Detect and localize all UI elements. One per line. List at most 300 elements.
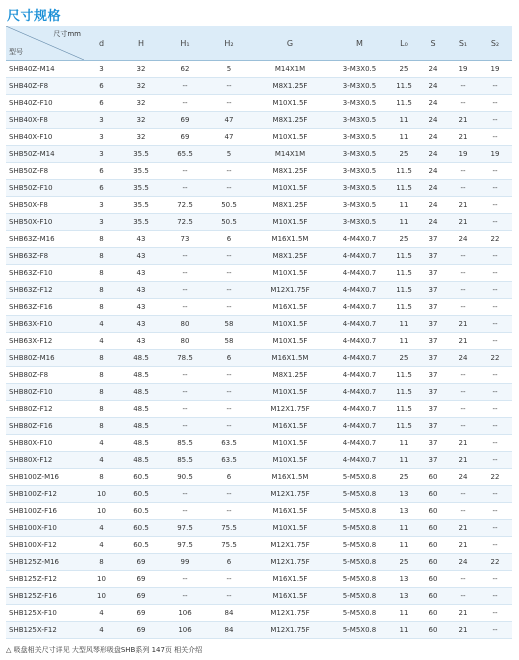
table-row [6,282,512,299]
value-cell: M12X1.75F [251,401,329,418]
value-cell: M12X1.75F [251,622,329,639]
value-cell: M12X1.75F [251,605,329,622]
value-cell: 11.5 [390,78,418,95]
value-cell: 5 [207,146,251,163]
value-cell: 11.5 [390,418,418,435]
value-cell: 3 [84,214,119,231]
model-cell: SHB63Z-F12 [6,282,84,299]
value-cell: 13 [390,571,418,588]
value-cell: 106 [163,605,207,622]
value-cell: -- [478,401,512,418]
value-cell: -- [478,333,512,350]
value-cell: 60 [418,469,448,486]
value-cell: -- [207,418,251,435]
value-cell: M16X1.5F [251,571,329,588]
value-cell: -- [448,78,478,95]
value-cell: 43 [119,333,163,350]
model-cell: SHB40Z-F10 [6,95,84,112]
value-cell: 4 [84,537,119,554]
value-cell: 48.5 [119,435,163,452]
value-cell: 60.5 [119,503,163,520]
value-cell: M8X1.25F [251,197,329,214]
value-cell: 37 [418,333,448,350]
value-cell: M16X1.5F [251,503,329,520]
value-cell: 5-M5X0.8 [329,469,390,486]
value-cell: 60.5 [119,537,163,554]
value-cell: -- [207,265,251,282]
value-cell: 24 [418,197,448,214]
value-cell: 5-M5X0.8 [329,588,390,605]
value-cell: 32 [119,61,163,78]
value-cell: 11.5 [390,180,418,197]
table-row [6,299,512,316]
table-row [6,231,512,248]
value-cell: 13 [390,503,418,520]
value-cell: M14X1M [251,61,329,78]
table-row [6,112,512,129]
value-cell: 8 [84,554,119,571]
value-cell: 25 [390,146,418,163]
table-row [6,61,512,78]
value-cell: 3-M3X0.5 [329,197,390,214]
value-cell: 11.5 [390,299,418,316]
table-row [6,350,512,367]
value-cell: 4 [84,435,119,452]
value-cell: 3-M3X0.5 [329,95,390,112]
value-cell: 6 [207,231,251,248]
table-row [6,605,512,622]
value-cell: -- [448,571,478,588]
value-cell: -- [163,299,207,316]
value-cell: -- [448,401,478,418]
value-cell: 48.5 [119,367,163,384]
value-cell: 24 [418,163,448,180]
table-row [6,180,512,197]
value-cell: 5-M5X0.8 [329,520,390,537]
value-cell: -- [163,486,207,503]
value-cell: 5-M5X0.8 [329,503,390,520]
value-cell: 60 [418,503,448,520]
value-cell: -- [448,248,478,265]
table-row [6,401,512,418]
value-cell: 63.5 [207,452,251,469]
value-cell: 50.5 [207,197,251,214]
value-cell: 48.5 [119,401,163,418]
value-cell: 19 [448,146,478,163]
value-cell: 60 [418,588,448,605]
table-row [6,384,512,401]
model-cell: SHB125Z-F12 [6,571,84,588]
value-cell: 21 [448,435,478,452]
value-cell: -- [478,197,512,214]
model-cell: SHB40X-F8 [6,112,84,129]
value-cell: -- [448,418,478,435]
value-cell: 25 [390,350,418,367]
value-cell: -- [448,486,478,503]
value-cell: 4 [84,622,119,639]
value-cell: 24 [448,350,478,367]
value-cell: 11 [390,129,418,146]
value-cell: M10X1.5F [251,265,329,282]
value-cell: 4-M4X0.7 [329,350,390,367]
model-cell: SHB63Z-F16 [6,299,84,316]
value-cell: 3-M3X0.5 [329,180,390,197]
value-cell: 8 [84,350,119,367]
value-cell: 99 [163,554,207,571]
value-cell: 21 [448,112,478,129]
table-row [6,571,512,588]
value-cell: 32 [119,95,163,112]
table-row [6,248,512,265]
value-cell: 60.5 [119,486,163,503]
value-cell: 25 [390,231,418,248]
value-cell: -- [448,503,478,520]
value-cell: 48.5 [119,384,163,401]
model-cell: SHB125Z-F16 [6,588,84,605]
value-cell: 97.5 [163,520,207,537]
value-cell: -- [207,78,251,95]
value-cell: 43 [119,282,163,299]
value-cell: 24 [418,146,448,163]
value-cell: 3 [84,146,119,163]
value-cell: M10X1.5F [251,384,329,401]
value-cell: -- [478,163,512,180]
value-cell: 11 [390,520,418,537]
value-cell: -- [207,588,251,605]
value-cell: 3 [84,61,119,78]
model-cell: SHB50Z-F10 [6,180,84,197]
value-cell: -- [207,95,251,112]
table-row [6,537,512,554]
value-cell: M8X1.25F [251,163,329,180]
value-cell: 11.5 [390,265,418,282]
value-cell: -- [448,299,478,316]
value-cell: 85.5 [163,435,207,452]
header-cell: S₁ [448,26,478,61]
model-cell: SHB50Z-F8 [6,163,84,180]
value-cell: -- [163,588,207,605]
value-cell: 4-M4X0.7 [329,452,390,469]
value-cell: 3 [84,112,119,129]
value-cell: -- [163,180,207,197]
value-cell: -- [448,163,478,180]
value-cell: 5-M5X0.8 [329,537,390,554]
value-cell: -- [207,282,251,299]
value-cell: 84 [207,605,251,622]
footnote: △ 吸盘相关尺寸详见 大型风琴形吸盘SHB系列 147页 相关介绍 [6,646,203,654]
value-cell: 8 [84,384,119,401]
value-cell: 21 [448,520,478,537]
value-cell: -- [163,95,207,112]
value-cell: 69 [119,605,163,622]
model-cell: SHB100X-F12 [6,537,84,554]
value-cell: 21 [448,622,478,639]
model-cell: SHB80Z-F8 [6,367,84,384]
value-cell: M16X1.5M [251,350,329,367]
value-cell: 8 [84,248,119,265]
value-cell: -- [478,622,512,639]
value-cell: 22 [478,350,512,367]
value-cell: 3-M3X0.5 [329,112,390,129]
value-cell: 35.5 [119,214,163,231]
value-cell: 3 [84,129,119,146]
corner-cell [6,26,84,61]
value-cell: 24 [448,469,478,486]
value-cell: -- [163,265,207,282]
value-cell: -- [478,486,512,503]
header-cell: H [119,26,163,61]
value-cell: -- [207,180,251,197]
model-cell: SHB50Z-M14 [6,146,84,163]
value-cell: -- [478,452,512,469]
value-cell: 24 [418,180,448,197]
value-cell: -- [448,180,478,197]
model-cell: SHB100Z-F12 [6,486,84,503]
value-cell: 11 [390,622,418,639]
value-cell: 11 [390,112,418,129]
value-cell: -- [163,401,207,418]
value-cell: 47 [207,112,251,129]
model-cell: SHB80Z-F10 [6,384,84,401]
value-cell: 8 [84,265,119,282]
header-cell: M [329,26,390,61]
value-cell: 24 [418,112,448,129]
value-cell: 22 [478,469,512,486]
value-cell: 13 [390,486,418,503]
header-cell: G [251,26,329,61]
value-cell: 21 [448,214,478,231]
model-cell: SHB80Z-F12 [6,401,84,418]
value-cell: -- [478,537,512,554]
table-row [6,214,512,231]
header-cell: H₁ [163,26,207,61]
value-cell: 10 [84,486,119,503]
value-cell: M10X1.5F [251,333,329,350]
value-cell: 5-M5X0.8 [329,605,390,622]
value-cell: 37 [418,418,448,435]
table-row [6,418,512,435]
header-cell: S₂ [478,26,512,61]
value-cell: -- [478,571,512,588]
value-cell: 37 [418,435,448,452]
value-cell: 60.5 [119,469,163,486]
table-row [6,78,512,95]
value-cell: -- [207,248,251,265]
value-cell: 4-M4X0.7 [329,282,390,299]
value-cell: 11.5 [390,282,418,299]
value-cell: M8X1.25F [251,78,329,95]
value-cell: 24 [448,554,478,571]
table-row [6,197,512,214]
value-cell: -- [207,486,251,503]
model-cell: SHB125X-F10 [6,605,84,622]
value-cell: -- [207,401,251,418]
value-cell: 4 [84,605,119,622]
header-cell: d [84,26,119,61]
value-cell: 35.5 [119,180,163,197]
table-row [6,333,512,350]
table-row [6,520,512,537]
value-cell: 24 [418,95,448,112]
value-cell: -- [478,95,512,112]
value-cell: 4 [84,520,119,537]
value-cell: 4-M4X0.7 [329,316,390,333]
value-cell: 11 [390,197,418,214]
value-cell: 60.5 [119,520,163,537]
value-cell: 72.5 [163,214,207,231]
value-cell: 37 [418,299,448,316]
value-cell: -- [478,520,512,537]
value-cell: 4 [84,316,119,333]
value-cell: 10 [84,571,119,588]
value-cell: 48.5 [119,350,163,367]
model-label: 型号 [9,48,23,56]
value-cell: 60 [418,554,448,571]
value-cell: 11.5 [390,95,418,112]
value-cell: 3-M3X0.5 [329,61,390,78]
value-cell: 13 [390,588,418,605]
value-cell: 75.5 [207,520,251,537]
value-cell: -- [207,571,251,588]
value-cell: 24 [448,231,478,248]
value-cell: 22 [478,231,512,248]
table-row [6,622,512,639]
value-cell: 24 [418,129,448,146]
value-cell: 48.5 [119,418,163,435]
value-cell: M10X1.5F [251,316,329,333]
table-row [6,95,512,112]
value-cell: 62 [163,61,207,78]
value-cell: 21 [448,452,478,469]
value-cell: M8X1.25F [251,367,329,384]
value-cell: 25 [390,554,418,571]
table-row [6,486,512,503]
value-cell: M10X1.5F [251,452,329,469]
table-row [6,469,512,486]
value-cell: 11 [390,605,418,622]
model-cell: SHB63Z-F10 [6,265,84,282]
value-cell: 11 [390,333,418,350]
value-cell: M8X1.25F [251,248,329,265]
model-cell: SHB80Z-F16 [6,418,84,435]
value-cell: 69 [119,571,163,588]
value-cell: 60 [418,537,448,554]
table-row [6,129,512,146]
model-cell: SHB125Z-M16 [6,554,84,571]
model-cell: SHB125X-F12 [6,622,84,639]
value-cell: -- [163,503,207,520]
value-cell: 32 [119,78,163,95]
table-row [6,554,512,571]
value-cell: M12X1.75F [251,282,329,299]
value-cell: 8 [84,231,119,248]
value-cell: 11.5 [390,384,418,401]
value-cell: 84 [207,622,251,639]
value-cell: 3-M3X0.5 [329,78,390,95]
value-cell: M12X1.75F [251,554,329,571]
value-cell: 58 [207,316,251,333]
value-cell: 3-M3X0.5 [329,146,390,163]
value-cell: -- [478,282,512,299]
table-row [6,316,512,333]
value-cell: -- [448,367,478,384]
value-cell: 47 [207,129,251,146]
value-cell: 6 [84,163,119,180]
value-cell: 4-M4X0.7 [329,248,390,265]
value-cell: 4-M4X0.7 [329,418,390,435]
model-cell: SHB63X-F12 [6,333,84,350]
value-cell: -- [163,384,207,401]
value-cell: 37 [418,384,448,401]
value-cell: -- [448,282,478,299]
value-cell: M16X1.5F [251,299,329,316]
value-cell: 4-M4X0.7 [329,231,390,248]
value-cell: 106 [163,622,207,639]
value-cell: -- [478,180,512,197]
value-cell: 37 [418,401,448,418]
value-cell: 10 [84,503,119,520]
value-cell: 21 [448,537,478,554]
value-cell: 3-M3X0.5 [329,214,390,231]
model-cell: SHB40Z-F8 [6,78,84,95]
value-cell: -- [448,95,478,112]
value-cell: 65.5 [163,146,207,163]
value-cell: 11 [390,452,418,469]
value-cell: 4-M4X0.7 [329,333,390,350]
value-cell: M16X1.5F [251,418,329,435]
value-cell: 5-M5X0.8 [329,554,390,571]
value-cell: 35.5 [119,197,163,214]
value-cell: 37 [418,248,448,265]
value-cell: 37 [418,282,448,299]
value-cell: 85.5 [163,452,207,469]
model-cell: SHB80X-F12 [6,452,84,469]
value-cell: M16X1.5F [251,588,329,605]
value-cell: 43 [119,248,163,265]
table-row [6,452,512,469]
model-cell: SHB100X-F10 [6,520,84,537]
value-cell: 21 [448,197,478,214]
value-cell: 5 [207,61,251,78]
value-cell: 69 [119,554,163,571]
value-cell: -- [448,588,478,605]
spec-table [6,26,512,639]
value-cell: 6 [84,95,119,112]
value-cell: 6 [207,469,251,486]
value-cell: 11 [390,316,418,333]
value-cell: 35.5 [119,163,163,180]
header-cell: H₂ [207,26,251,61]
model-cell: SHB100Z-F16 [6,503,84,520]
table-row [6,265,512,282]
value-cell: 11.5 [390,163,418,180]
value-cell: -- [478,503,512,520]
value-cell: M10X1.5F [251,435,329,452]
value-cell: 8 [84,469,119,486]
value-cell: 80 [163,333,207,350]
value-cell: -- [163,248,207,265]
value-cell: -- [207,163,251,180]
value-cell: 69 [163,129,207,146]
model-cell: SHB40Z-M14 [6,61,84,78]
value-cell: 43 [119,231,163,248]
value-cell: 69 [163,112,207,129]
value-cell: -- [478,384,512,401]
value-cell: 58 [207,333,251,350]
value-cell: 11.5 [390,367,418,384]
value-cell: 21 [448,129,478,146]
value-cell: 4-M4X0.7 [329,384,390,401]
